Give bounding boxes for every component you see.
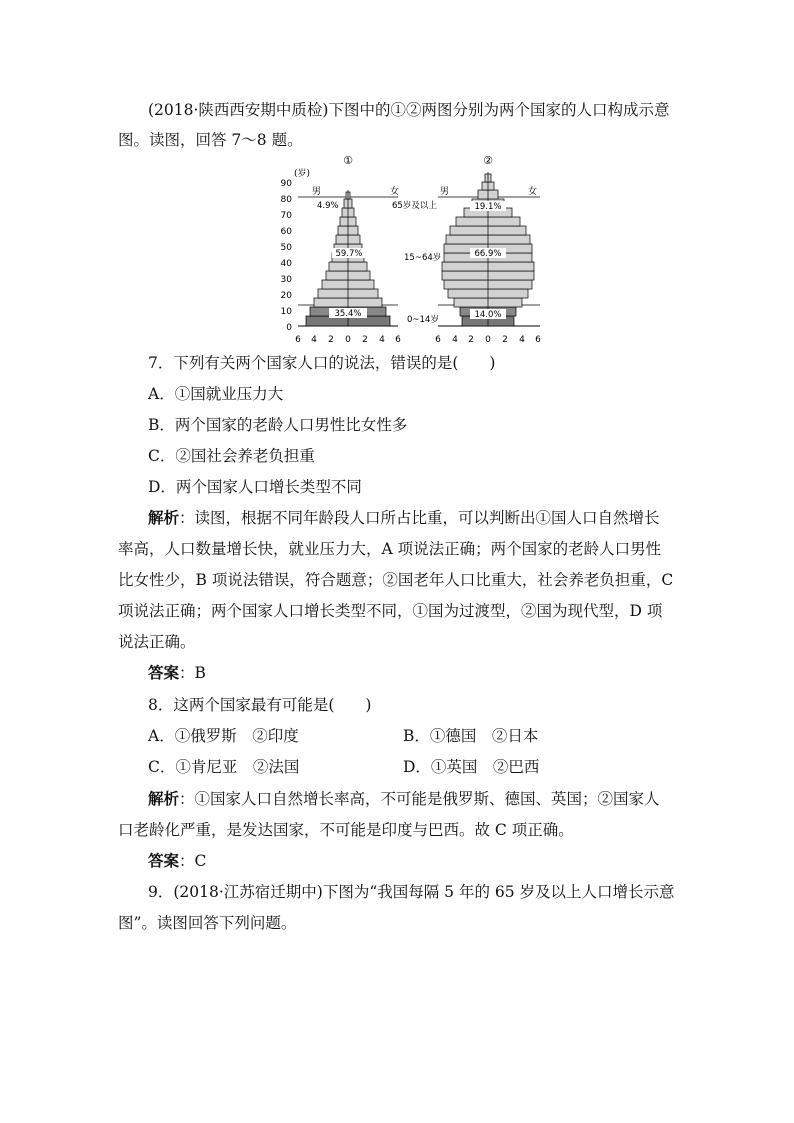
age-label: 80 [280,195,292,205]
pyramid-1-young-percent: 35.4% [334,309,362,319]
q7-analysis-line-3: 比女性少，B 项说法错误，符合题意；②国老年人口比重大，社会养老负担重，C [118,571,674,589]
q7-analysis-line-1 [148,508,660,528]
x-tick: 0 [485,335,491,345]
q7-stem: 7．下列有关两个国家人口的说法，错误的是( ) [148,354,496,372]
x-tick: 4 [519,335,525,345]
q7-option-c: C．②国社会养老负担重 [148,447,315,465]
age-label: 30 [280,275,292,285]
q7-option-d: D．两个国家人口增长类型不同 [148,478,362,496]
x-tick: 6 [435,335,441,345]
q7-option-a: A．①国就业压力大 [148,385,284,403]
pyramid-1-label: ① [343,154,353,167]
age-label: 10 [280,307,292,317]
q8-option-c: C．①肯尼亚 ②法国 [148,758,300,776]
age-label: 40 [280,259,292,269]
x-tick: 6 [535,335,541,345]
q8-answer [148,851,206,871]
age-unit-label: (岁) [294,169,311,179]
answer-label: 答案 [148,851,180,870]
male-label-2: 男 [440,187,450,197]
x-tick: 2 [362,335,368,345]
age-label: 20 [280,291,292,301]
q9-line-2: 图”。读图回答下列问题。 [118,914,297,932]
group-label-young: 0~14岁 [407,315,439,325]
analysis-text: ：①国家人口自然增长率高，不可能是俄罗斯、德国、英国；②国家人 [179,790,660,808]
group-label-working: 15~64岁 [404,253,442,263]
analysis-label: 解析 [148,508,180,527]
q7-option-b: B．两个国家的老龄人口男性比女性多 [148,416,408,434]
group-label-old: 65岁及以上 [392,201,437,211]
intro-line-2: 图。读图，回答 7～8 题。 [118,131,303,149]
x-tick: 2 [328,335,334,345]
female-label-2: 女 [528,187,538,197]
age-label: 90 [280,179,292,189]
q7-analysis-line-4: 项说法正确；两个国家人口增长类型不同，①国为过渡型，②国为现代型，D 项 [118,602,663,620]
answer-value: ：B [179,664,206,682]
pyramid-2-young-percent: 14.0% [474,310,502,320]
intro-line-1: (2018·陕西西安期中质检)下图中的①②两图分别为两个国家的人口构成示意 [148,101,670,119]
q7-analysis-line-5: 说法正确。 [118,633,196,651]
x-tick: 6 [395,335,401,345]
q9-line-1: 9．(2018·江苏宿迁期中)下图为“我国每隔 5 年的 65 岁及以上人口增长示意 [148,883,675,901]
analysis-text: ：读图，根据不同年龄段人口所占比重，可以判断出①国人口自然增长 [179,509,660,527]
x-tick: 2 [502,335,508,345]
pyramid-2-working-percent: 66.9% [474,249,502,259]
age-label: 0 [286,323,292,333]
age-label: 50 [280,243,292,253]
age-label: 70 [280,211,292,221]
male-label-1: 男 [312,187,322,197]
q7-answer [148,663,206,683]
q7-analysis-line-2: 率高，人口数量增长快，就业压力大，A 项说法正确；两个国家的老龄人口男性 [118,540,662,558]
pyramid-1-working-percent: 59.7% [335,249,363,259]
analysis-label: 解析 [148,789,180,808]
pyramid-2-old-percent: 19.1% [474,202,502,212]
x-tick: 4 [311,335,317,345]
x-tick: 0 [345,335,351,345]
q8-stem: 8．这两个国家最有可能是( ) [148,696,372,714]
answer-value: ：C [179,852,207,870]
pyramid-2-label: ② [483,154,493,167]
age-label: 60 [280,227,292,237]
q8-analysis-line-1 [148,789,660,809]
female-label-1: 女 [390,187,400,197]
q8-analysis-line-2: 口老龄化严重，是发达国家，不可能是印度与巴西。故 C 项正确。 [118,821,574,839]
answer-label: 答案 [148,663,180,682]
q8-option-a: A．①俄罗斯 ②印度 [148,727,299,745]
x-tick: 4 [452,335,458,345]
population-pyramids-figure [270,152,560,350]
x-tick: 4 [379,335,385,345]
pyramid-1-old-percent: 4.9% [317,201,339,211]
x-tick: 6 [295,335,301,345]
x-tick: 2 [468,335,474,345]
q8-option-d: D．①英国 ②巴西 [403,758,540,776]
q8-option-b: B．①德国 ②日本 [403,727,539,745]
